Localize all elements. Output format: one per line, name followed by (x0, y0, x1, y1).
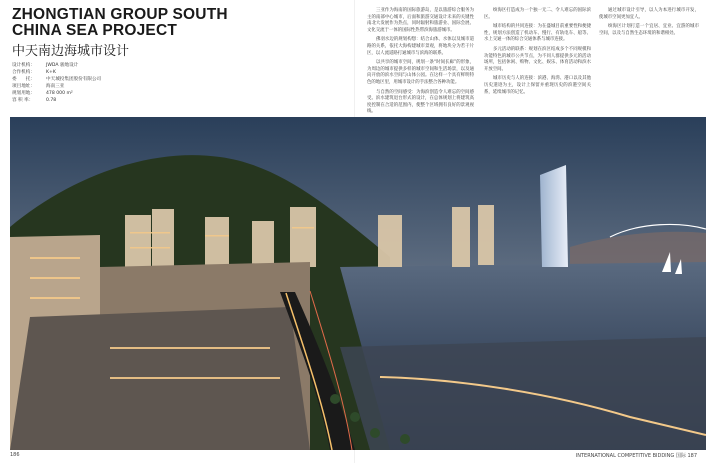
credit-label: 设计机构： (12, 63, 35, 68)
project-title-english (12, 7, 228, 39)
body-paragraph: 通过城市设计引导，以人为本进行城市开发，使城市空间更加宜人。 (599, 8, 699, 20)
page-number-left: 186 (10, 452, 20, 458)
body-paragraph: 三亚作为海南的国际旅游岛，是以旅游综合服务为主的南部中心城市，后面和旅游交通设计未来的关键性南北大发展作为热点，同时辐射和旅游业、国际会展、文化交流于一体的国际性热带滨海旅游城市。 (367, 8, 474, 33)
night-city-illustration (10, 117, 706, 450)
body-paragraph: 缤海区计划打造一个宜居、宜业、宜游的城市空间，以及与自然生态环境的和谐相处。 (599, 24, 699, 36)
body-paragraph: 城市历史与人的连接：滨港、海湾、港口以及其他历史遗迹为主，设计上保留并重现历史的滨港空间关系，延续城市的记忆。 (484, 76, 591, 95)
body-paragraph: 佛羽水边的规划构想：结合山体、水体以及城市道路的关系，依托大海构建城市景观，将地块分为若干片区，以人流道路打通城市与滨海的联系。 (367, 37, 474, 56)
credit-value: 中天城投集团股份有限公司 (46, 77, 102, 82)
credit-row (12, 90, 162, 97)
credit-row (12, 97, 162, 104)
body-paragraph: 多元活动的联系：规划在滨区结成多个不同规模和功能特色的城市公共节点，为不同人群提供多元的活动场所，包括休闲、购物、文化、娱乐、体育活动和滨水开放空间。 (484, 46, 591, 72)
credit-label: 委 托： (12, 77, 35, 82)
title-line-2: CHINA SEA PROJECT (12, 22, 178, 39)
credit-value: 478 000 m² (46, 91, 73, 96)
credit-row (12, 69, 162, 76)
credit-row (12, 83, 162, 90)
page-number-right: INTERNATIONAL COMPETITIVE BIDDING 国际 187 (575, 453, 697, 459)
landmark-tower (540, 165, 568, 267)
credit-label: 项目地址： (12, 84, 35, 89)
credit-row (12, 62, 162, 69)
body-paragraph: 以共享的城市空间，规划一条“时间长廊”的形象，为周边的城市提供多样的城市空间和生活场景，以及通向开放的滨水空间与山体公园。在这样一个具有鲜明特色的地区里，用城市设计的手法整合各种功能。 (367, 60, 474, 85)
credit-label: 规划用地： (12, 91, 35, 96)
credit-value: 海南三亚 (46, 84, 65, 89)
credit-label: 容 积 率： (12, 98, 34, 103)
credit-value: JWDA 骏地设计 (46, 63, 79, 68)
project-title-chinese: 中天南边海城市设计 (12, 44, 130, 59)
credit-label: 合作机构： (12, 70, 35, 75)
project-credits (12, 62, 162, 104)
body-column-2 (484, 8, 591, 99)
title-line-1: ZHONGTIAN GROUP SOUTH (12, 6, 228, 23)
credit-row (12, 76, 162, 83)
body-column-1 (367, 8, 474, 119)
body-paragraph: 城市结构的共同连接：为在盛城目前重要性和便捷性，规划方法创造了机动车、慢行、有轨电车、船等、水上交通一体的综合交通体系与城市连接。 (484, 24, 591, 43)
body-column-3 (599, 8, 699, 40)
body-paragraph: 缤海区打造成为一个独一无二、令人难忘的国际滨区。 (484, 8, 591, 20)
waterfront-city-rendering (10, 117, 706, 450)
credit-value: K+K (46, 70, 56, 75)
body-paragraph: 与自然的空间感受：为海滨创造令人难忘的空间感受。滨水建筑退台形式的设计，在总体规划上将建筑高度控制在合适的范围内，使整个区域拥有良好的景观视线。 (367, 89, 474, 115)
credit-value: 0.78 (46, 98, 57, 103)
